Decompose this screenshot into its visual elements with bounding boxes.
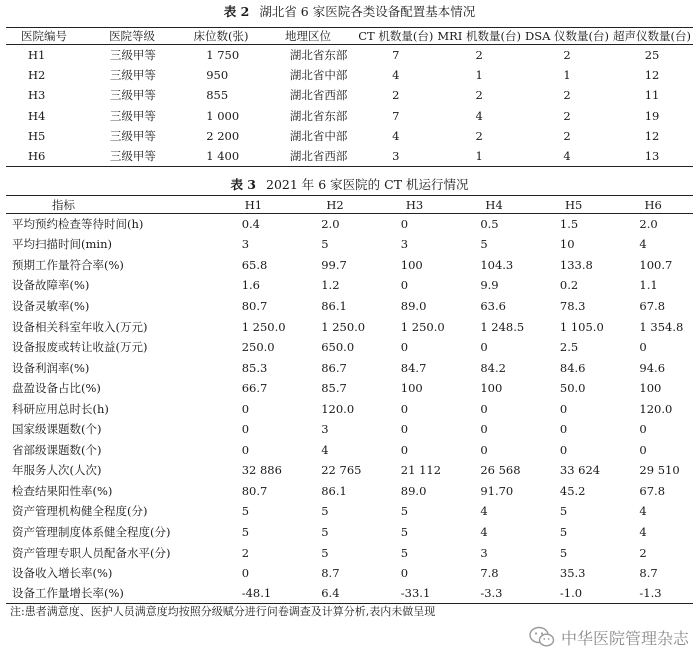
table2-cell: H5 [28,128,46,143]
table3-value-cell: 1 105.0 [559,319,604,334]
table3-value-cell: 50.0 [559,381,586,396]
table2-cell: 1 [563,67,571,82]
table3-value-cell: 3 [400,237,409,252]
table2-header-cell: 地理区位 [260,28,356,45]
table2-cell: 13 [611,146,693,166]
table2-cell: 湖北省西部 [260,146,356,166]
table3-value-cell: -1.3 [613,583,693,604]
table3-value-cell: 80.7 [241,298,268,313]
table2-row [6,126,693,146]
table2-cell: 1 [435,146,523,166]
table3-value-cell: 94.6 [639,360,666,375]
table3-value-cell: 5 [400,545,409,560]
table3-value-cell: 4 [321,442,329,457]
table3-indicator-cell: 设备工作量增长率(%) [6,583,212,604]
table3-value-cell: 84.2 [480,360,506,375]
table3-indicator-cell: 年服务人次(人次) [12,463,102,478]
table3-value-cell: -33.1 [375,583,455,604]
table3-value-cell: 1 250.0 [400,319,445,334]
table2-cell: H1 [28,47,46,62]
table3-value-cell: 133.8 [559,257,593,272]
table3-value-cell: 0.2 [559,278,579,293]
table2-cell: 2 [563,47,571,62]
table2-cell: 三级甲等 [82,146,182,166]
table3-value-cell: 120.0 [321,401,355,416]
table2-cell: 1 000 [206,108,240,123]
table3-value-cell: 67.8 [639,298,666,313]
table3-value-cell: 8.7 [639,566,658,581]
table2-cell: 4 [523,146,611,166]
table2-cell: 2 [475,88,483,103]
table2-caption-number: 表 2 [223,4,250,19]
table3-indicator-cell: 设备利润率(%) [12,360,90,375]
table3-indicator-cell: 设备灵敏率(%) [12,298,90,313]
table2-row [6,65,693,85]
table3-value-cell: 5 [321,504,329,519]
table3-value-cell: 0 [241,401,250,416]
table3-value-cell: 100 [400,257,423,272]
table2-header-row [6,28,693,45]
table3-value-cell: 0 [639,340,647,355]
table3-row [6,522,693,543]
table3-value-cell: 0 [559,442,568,457]
table3-value-cell: 120.0 [639,401,673,416]
table2-header-cell: 超声仪数量(台) [613,29,691,43]
table3-indicator-cell: 平均扫描时间(min) [12,237,112,252]
table3-value-cell: 89.0 [400,298,427,313]
table3-row [6,440,693,461]
table3-value-cell: 29 510 [639,463,680,478]
table3-value-cell: 650.0 [321,340,355,355]
table2-cell: 三级甲等 [109,88,156,103]
table3-value-cell: 4 [639,524,647,539]
table3-value-cell: 67.8 [639,483,666,498]
table3-value-cell: -3.3 [454,583,534,604]
table3-value-cell: 2.0 [321,217,340,232]
wechat-icon [529,626,555,648]
table2-header-cell: 床位数(张) [182,28,260,45]
table3-header-cell: H4 [454,196,534,214]
table3-indicator-cell: 科研应用总时长(h) [12,401,109,416]
table3-value-cell: 85.3 [241,360,268,375]
table3-value-cell: 32 886 [241,463,282,478]
table2-cell: 湖北省中部 [289,128,348,143]
table2-cell: 7 [392,47,400,62]
table3-value-cell: 5 [559,524,568,539]
table2-cell: 4 [475,108,483,123]
table3-value-cell: 7.8 [480,566,499,581]
table3-value-cell: 0 [400,422,409,437]
table2-cell: 三级甲等 [109,47,156,62]
table3-row [6,542,693,563]
table3-indicator-cell: 设备相关科室年收入(万元) [12,319,148,334]
table3-header-cell: H5 [534,196,614,214]
table2-cell: 1 400 [182,146,260,166]
table2-cell: 855 [206,88,229,103]
table2-cell: 4 [392,128,400,143]
table3-value-cell: 10 [559,237,575,252]
table3-value-cell: 0 [400,217,409,232]
table2-header-cell: 医院编号 [6,28,82,45]
table3-value-cell: 45.2 [559,483,586,498]
table3-row [6,583,693,604]
table3-value-cell: 5 [241,524,250,539]
table3-indicator-cell: 平均预约检查等待时间(h) [12,217,144,232]
table3-value-cell: 0 [480,442,488,457]
table3-header-cell: H1 [212,196,296,214]
table3-value-cell: 100 [480,381,503,396]
table3-row [6,234,693,255]
table2-row [6,85,693,105]
table3-value-cell: 1.2 [321,278,340,293]
table2-cell: 三级甲等 [109,67,156,82]
table3-header-cell: H6 [613,196,693,214]
table3-row [6,255,693,276]
table2-header-cell: DSA 仪数量(台) [524,29,610,43]
table3-row [6,214,693,235]
table3-value-cell: 0 [241,422,250,437]
table3-caption-number: 表 3 [230,177,256,192]
table3-value-cell: 66.7 [241,381,268,396]
table2-row [6,45,693,65]
table2-cell: H6 [6,146,82,166]
table3-value-cell: 1.1 [639,278,658,293]
table3-value-cell: 5 [321,237,329,252]
table3-value-cell: 99.7 [321,257,347,272]
table3-value-cell: 1 354.8 [639,319,684,334]
table2-cell: 11 [644,88,660,103]
table3-ct-operation [6,195,693,604]
table3-value-cell: 3 [241,237,250,252]
table3-value-cell: 4 [480,524,488,539]
table3-value-cell: 0 [480,401,488,416]
table2-cell: 湖北省东部 [289,108,348,123]
table2-cell: 4 [392,67,400,82]
table3-row [6,419,693,440]
table3-row [6,337,693,358]
table3-value-cell: 0 [559,401,568,416]
table3-header-row [6,196,693,214]
table3-value-cell: 3 [480,545,488,560]
table3-value-cell: 5 [400,524,409,539]
table3-value-cell: 78.3 [559,298,586,313]
table2-cell: 12 [644,67,660,82]
table2-caption [0,3,699,21]
table2-cell: 2 [475,128,483,143]
table3-value-cell: 1 250.0 [241,319,286,334]
table3-value-cell: 84.7 [400,360,427,375]
table2-cell: 1 750 [206,47,240,62]
table3-value-cell: 86.1 [321,483,347,498]
table3-row [6,275,693,296]
table3-value-cell: 9.9 [480,278,499,293]
table3-value-cell: 0 [480,340,488,355]
table2-cell: 1 [475,67,483,82]
table3-value-cell: 2 [639,545,647,560]
table3-value-cell: 100.7 [639,257,673,272]
table3-row [6,563,693,584]
table3-value-cell: 33 624 [559,463,601,478]
table3-value-cell: 5 [480,237,488,252]
table3-value-cell: 86.1 [321,298,347,313]
table3-value-cell: 86.7 [321,360,347,375]
table3-caption-text: 2021 年 6 家医院的 CT 机运行情况 [266,177,469,192]
table2-cell: 12 [644,128,660,143]
table2-header-cell: CT 机数量(台) [358,29,434,43]
table2-caption-text: 湖北省 6 家医院各类设备配置基本情况 [259,4,476,19]
table2-cell: 三级甲等 [109,128,156,143]
table2-cell: 湖北省西部 [289,88,348,103]
table3-value-cell: 104.3 [480,257,514,272]
table2-cell: 湖北省东部 [289,47,348,62]
table2-cell: 三级甲等 [109,108,156,123]
table2-cell: 2 [563,128,571,143]
table2-cell: 25 [644,47,660,62]
table2-cell: 19 [644,108,660,123]
watermark-text: 中华医院管理杂志 [560,628,689,648]
table2-cell: 2 [563,108,571,123]
table2-header-cell: MRI 机数量(台) [437,29,521,43]
table3-row [6,316,693,337]
table3-value-cell: 0 [400,566,409,581]
table3-indicator-cell: 检查结果阳性率(%) [12,483,113,498]
table3-header-cell: 指标 [6,196,212,214]
table3-value-cell: 0 [400,442,409,457]
table3-value-cell: 0 [559,422,568,437]
table3-value-cell: 0.4 [241,217,260,232]
table3-row [6,481,693,502]
table3-value-cell: 0 [241,442,250,457]
table2-cell: 2 [475,47,483,62]
table3-value-cell: 6.4 [295,583,375,604]
table2-cell: 2 [563,88,571,103]
table3-indicator-cell: 资产管理机构健全程度(分) [12,504,148,519]
table3-value-cell: 4 [639,237,647,252]
table3-value-cell: 0 [480,422,488,437]
table3-value-cell: 8.7 [321,566,340,581]
watermark [529,624,689,650]
table3-row [6,460,693,481]
table3-value-cell: 0 [241,566,250,581]
table3-value-cell: 21 112 [400,463,442,478]
table3-value-cell: 84.6 [559,360,586,375]
table3-row [6,398,693,419]
table3-value-cell: 5 [321,524,329,539]
table3-value-cell: 5 [400,504,409,519]
table3-value-cell: 1 248.5 [480,319,525,334]
table3-value-cell: 4 [480,504,488,519]
table3-value-cell: 3 [321,422,329,437]
table3-row [6,296,693,317]
table3-value-cell: 100 [400,381,423,396]
table3-value-cell: 2 [241,545,250,560]
table3-value-cell: 0.5 [480,217,499,232]
table3-value-cell: 0 [400,340,409,355]
table3-value-cell: 1.6 [241,278,260,293]
table3-indicator-cell: 预期工作量符合率(%) [12,257,124,272]
table3-value-cell: 0 [400,401,409,416]
table3-value-cell: 26 568 [480,463,521,478]
table2-cell: 2 [392,88,400,103]
table3-header-cell: H3 [375,196,455,214]
table3-value-cell: 80.7 [241,483,268,498]
table3-value-cell: 65.8 [241,257,268,272]
table3-value-cell: 0 [639,442,647,457]
table2-header-cell: 医院等级 [82,28,182,45]
table3-value-cell: 1.5 [559,217,579,232]
table3-indicator-cell: 设备故障率(%) [12,278,90,293]
table3-row [6,357,693,378]
table3-value-cell: 1 250.0 [321,319,366,334]
table3-value-cell: 250.0 [241,340,275,355]
table2-row [6,105,693,125]
table3-indicator-cell: 省部级课题数(个) [12,442,102,457]
table3-caption [0,176,699,194]
table2-cell: 3 [356,146,435,166]
table-footnote: 注:患者满意度、医护人员满意度均按照分级赋分进行问卷调查及计算分析,表内未做呈现 [10,605,436,618]
table3-indicator-cell: 设备收入增长率(%) [12,566,113,581]
table2-cell: 950 [206,67,229,82]
table2-cell: H2 [28,67,46,82]
table3-value-cell: 63.6 [480,298,506,313]
table3-value-cell: 2.0 [639,217,658,232]
table3-indicator-cell: 盘盈设备占比(%) [12,381,101,396]
table3-indicator-cell: 设备报废或转让收益(万元) [12,340,148,355]
table3-value-cell: 2.5 [559,340,579,355]
table2-row [6,146,693,166]
table3-value-cell: 89.0 [400,483,427,498]
table3-row [6,378,693,399]
table2-cell: 湖北省中部 [289,67,348,82]
table3-value-cell: 35.3 [559,566,586,581]
table3-row [6,501,693,522]
table2-cell: 7 [392,108,400,123]
table3-value-cell: 0 [400,278,409,293]
table3-indicator-cell: 资产管理专职人员配备水平(分) [12,545,171,560]
table3-value-cell: 22 765 [321,463,362,478]
table3-value-cell: -48.1 [212,583,296,604]
table3-indicator-cell: 资产管理制度体系健全程度(分) [12,524,171,539]
table3-value-cell: 85.7 [321,381,347,396]
table2-equipment-configuration [6,27,693,167]
table3-value-cell: 5 [559,545,568,560]
table2-cell: 2 200 [206,128,240,143]
table3-value-cell: 4 [639,504,647,519]
table3-value-cell: 5 [321,545,329,560]
table2-cell: H4 [28,108,46,123]
table3-value-cell: 0 [639,422,647,437]
table3-indicator-cell: 国家级课题数(个) [12,422,102,437]
table3-value-cell: 91.70 [480,483,514,498]
table2-cell: H3 [28,88,46,103]
table3-header-cell: H2 [295,196,375,214]
table3-value-cell: 100 [639,381,662,396]
table3-value-cell: 5 [241,504,250,519]
table3-value-cell: 5 [559,504,568,519]
table3-value-cell: -1.0 [534,583,614,604]
